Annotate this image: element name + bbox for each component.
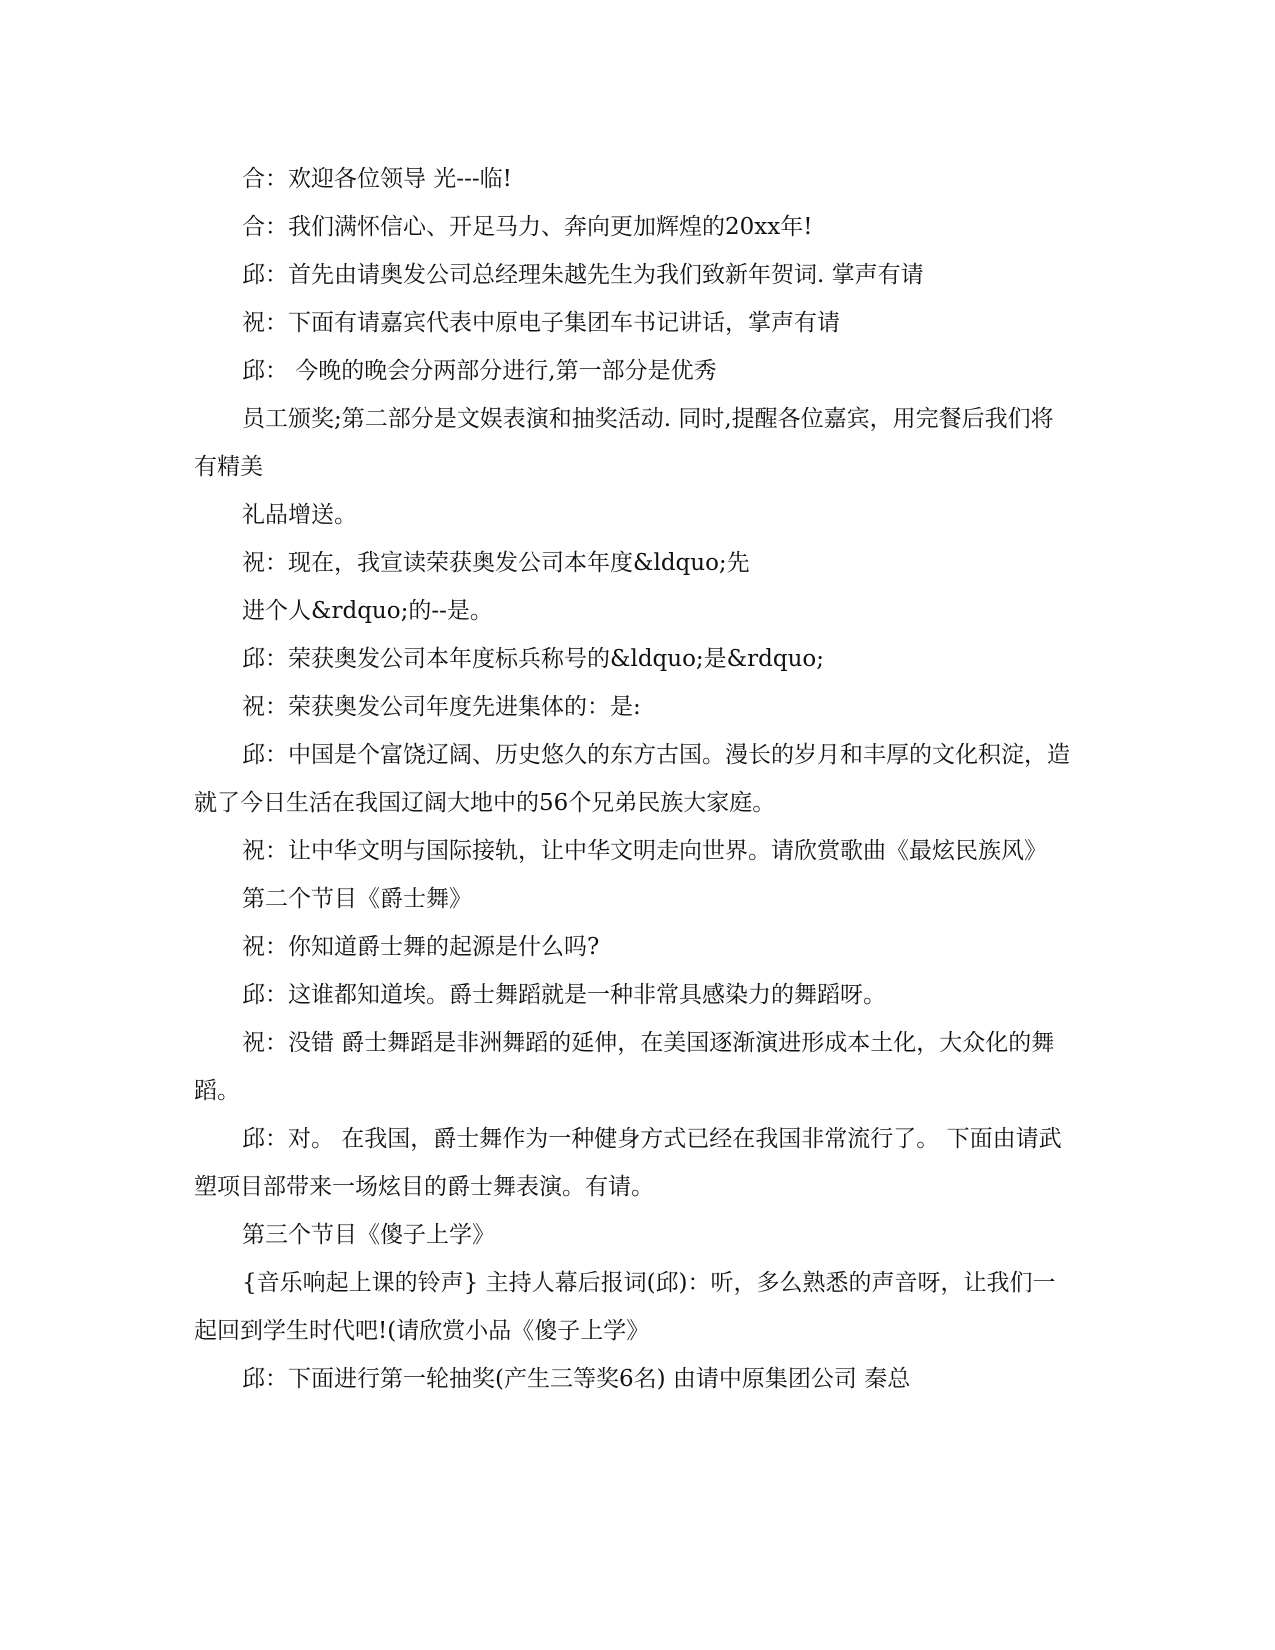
- paragraph: 邱： 今晚的晚会分两部分进行,第一部分是优秀: [242, 358, 717, 384]
- paragraph: 祝：荣获奥发公司年度先进集体的：是:: [242, 694, 641, 720]
- paragraph: 祝：下面有请嘉宾代表中原电子集团车书记讲话，掌声有请: [242, 310, 840, 336]
- paragraph: 祝：没错 爵士舞蹈是非洲舞蹈的延伸，在美国逐渐演进形成本土化，大众化的舞蹈。: [194, 1030, 1055, 1104]
- paragraph: 祝：让中华文明与国际接轨，让中华文明走向世界。请欣赏歌曲《最炫民族风》: [242, 838, 1047, 864]
- paragraph: 员工颁奖;第二部分是文娱表演和抽奖活动. 同时,提醒各位嘉宾，用完餐后我们将有精美: [194, 406, 1054, 480]
- paragraph: 邱：对。 在我国，爵士舞作为一种健身方式已经在我国非常流行了。 下面由请武塑项目部带来一场炫目的爵士舞表演。有请。: [194, 1126, 1062, 1200]
- paragraph: 合：欢迎各位领导 光---临!: [242, 166, 512, 192]
- paragraph: 第二个节目《爵士舞》: [242, 886, 472, 912]
- paragraph: 邱：这谁都知道埃。爵士舞蹈就是一种非常具感染力的舞蹈呀。: [242, 982, 886, 1008]
- paragraph: 邱：首先由请奥发公司总经理朱越先生为我们致新年贺词. 掌声有请: [242, 262, 924, 288]
- paragraph: 第三个节目《傻子上学》: [242, 1222, 495, 1248]
- paragraph: 祝：你知道爵士舞的起源是什么吗?: [242, 934, 600, 960]
- document-body: [194, 155, 1074, 1403]
- paragraph: 祝：现在，我宣读荣获奥发公司本年度&ldquo;先: [242, 550, 750, 576]
- paragraph: 合：我们满怀信心、开足马力、奔向更加辉煌的20xx年!: [242, 214, 813, 240]
- paragraph: 邱：下面进行第一轮抽奖(产生三等奖6名) 由请中原集团公司 秦总: [242, 1366, 911, 1392]
- paragraph: 进个人&rdquo;的--是。: [242, 598, 493, 624]
- paragraph: 邱：中国是个富饶辽阔、历史悠久的东方古国。漫长的岁月和丰厚的文化积淀，造就了今日生活在我国辽阔大地中的56个兄弟民族大家庭。: [194, 742, 1070, 816]
- paragraph: 邱：荣获奥发公司本年度标兵称号的&ldquo;是&rdquo;: [242, 646, 825, 672]
- paragraph: {音乐响起上课的铃声} 主持人幕后报词(邱)：听，多么熟悉的声音呀，让我们一起回到学生时代吧!(请欣赏小品《傻子上学》: [194, 1270, 1056, 1344]
- paragraph: 礼品增送。: [242, 502, 357, 528]
